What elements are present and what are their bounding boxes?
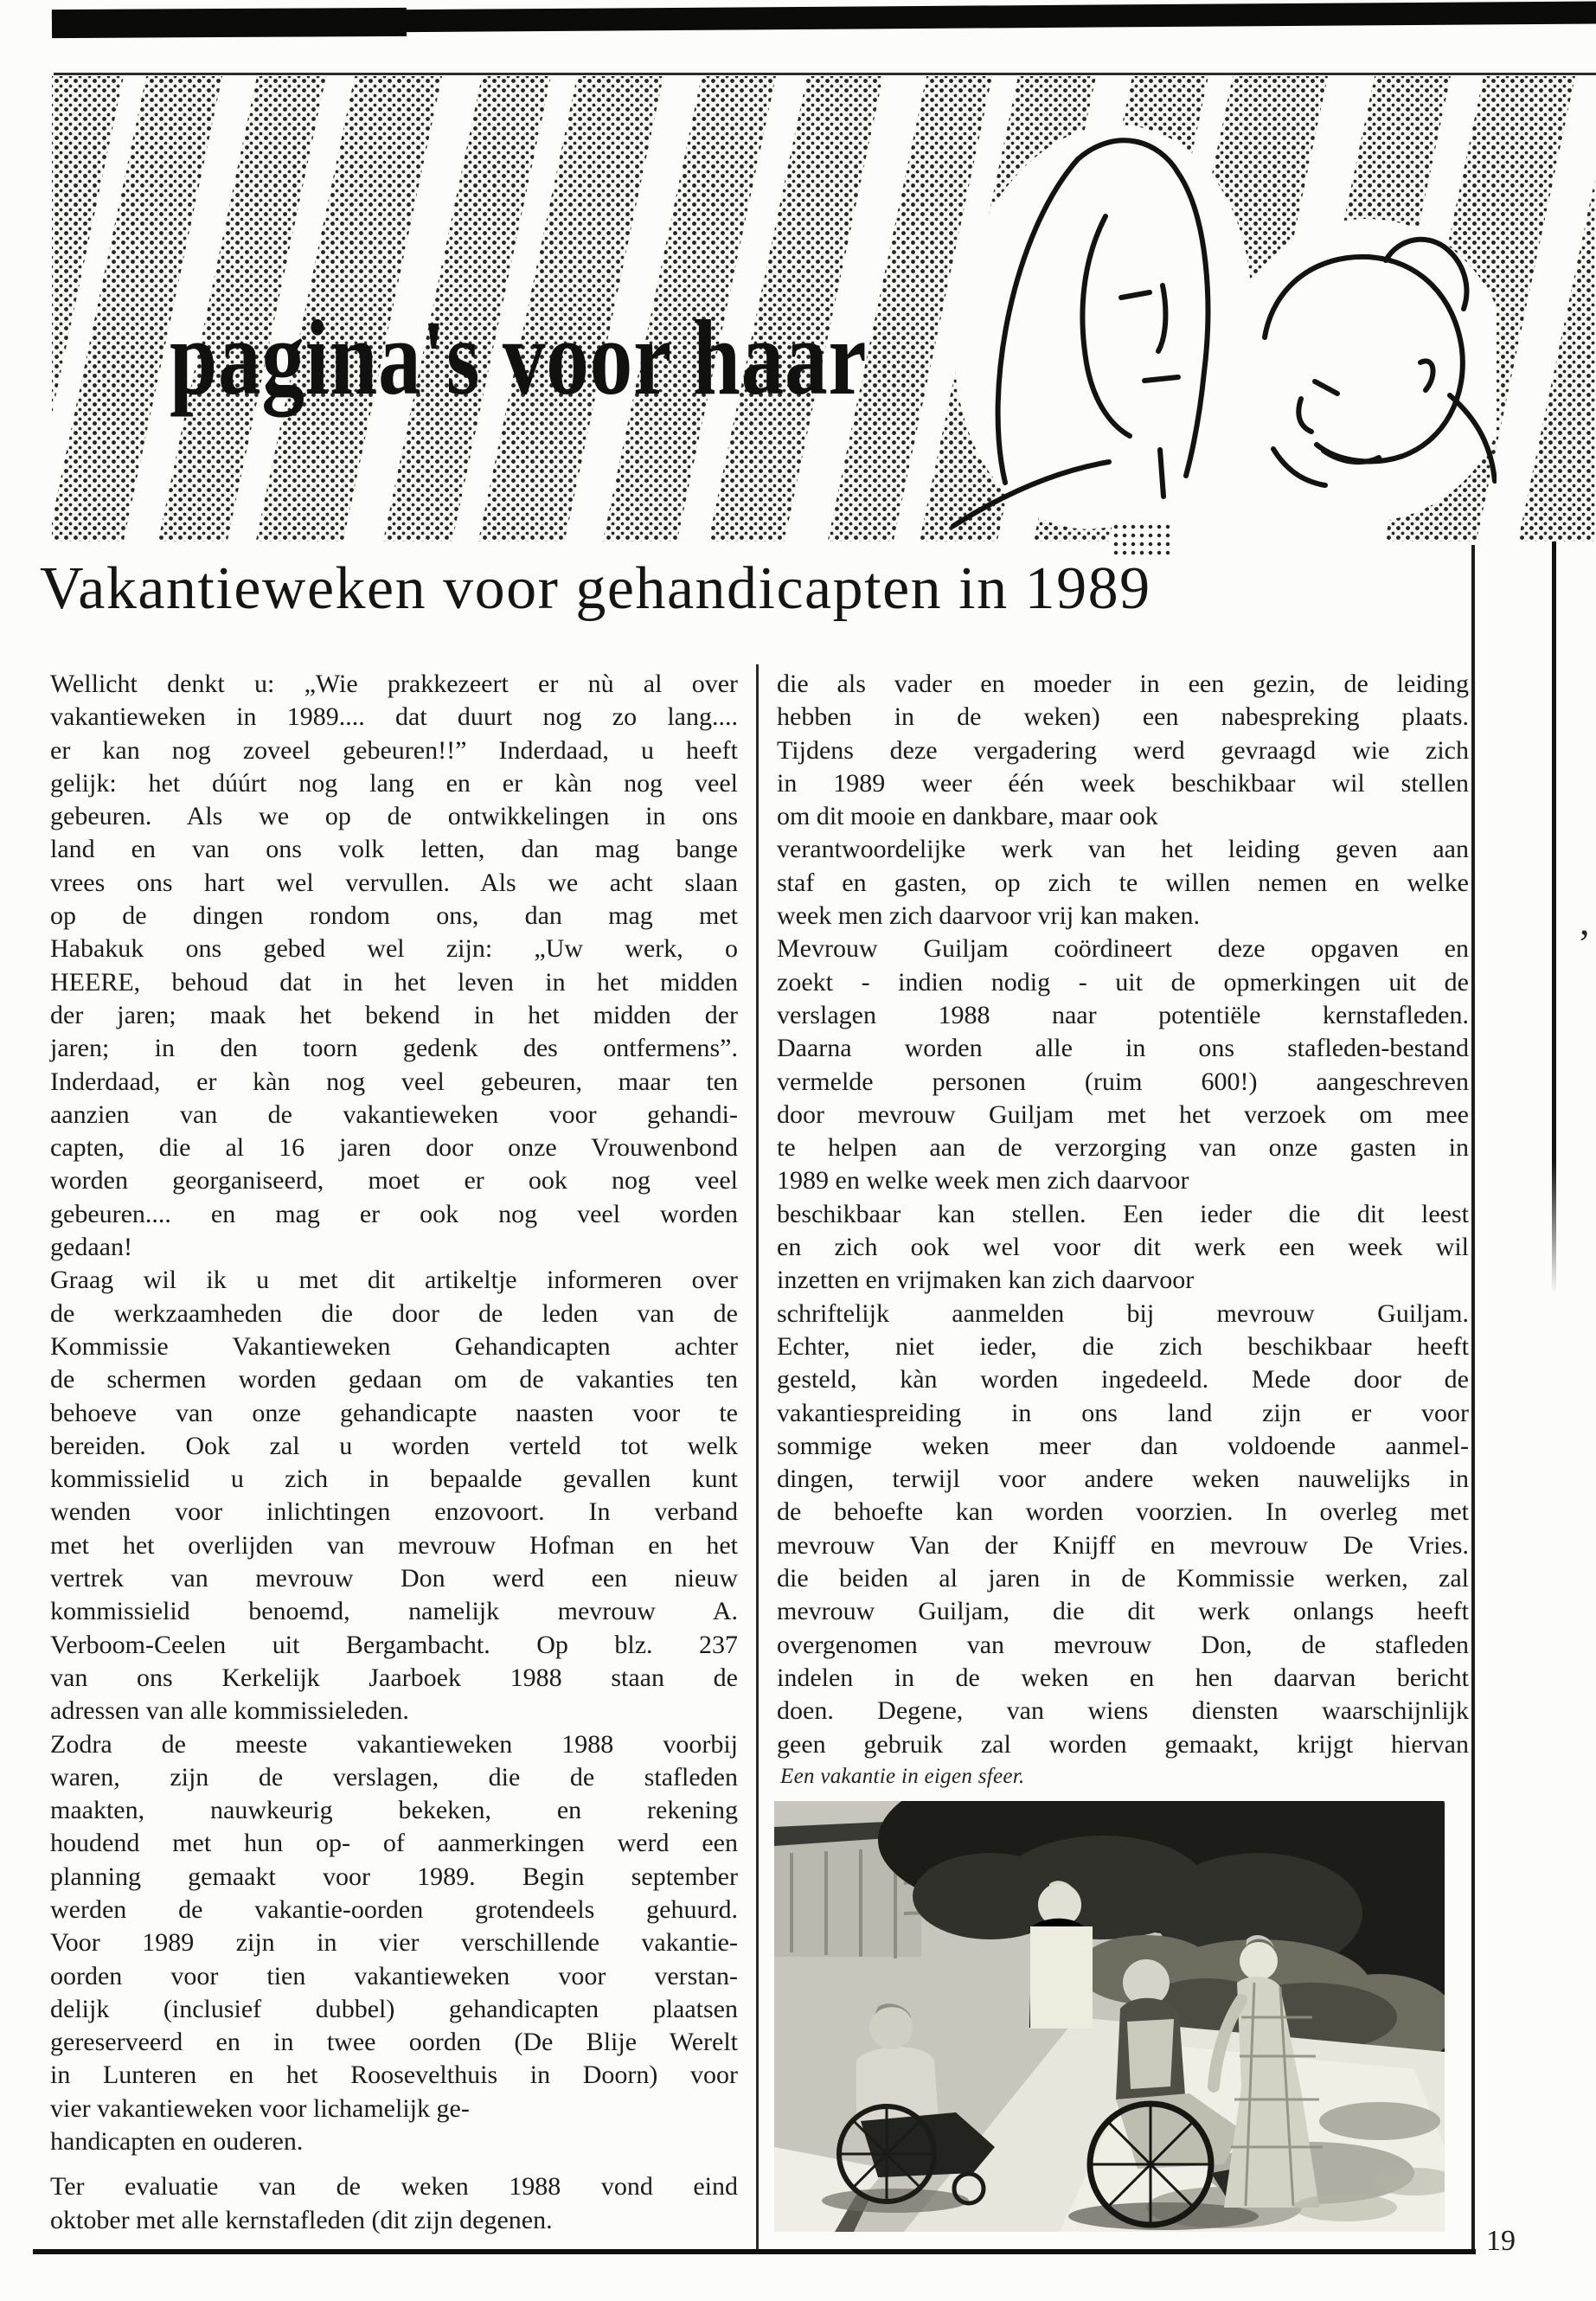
- paragraph: [50, 668, 738, 1264]
- photo-caption: Een vakantie in eigen sfeer.: [780, 1765, 1025, 1788]
- body-line: worden georganiseerd, moet er ook nog veel: [50, 1166, 738, 1195]
- body-line: vrees ons hart wel vervullen. Als we acht slaan: [50, 868, 738, 897]
- body-line: de behoefte kan worden voorzien. In overleg met: [777, 1497, 1469, 1527]
- body-line: adressen van alle kommissieleden.: [50, 1696, 409, 1726]
- body-line: Inderdaad, er kàn nog veel gebeuren, maar ten: [50, 1067, 738, 1096]
- body-line: wenden voor inlichtingen enzovoort. In verband: [50, 1497, 738, 1527]
- body-line: oktober met alle kernstafleden (dit zijn degenen.: [50, 2205, 553, 2234]
- body-line: met het overlijden van mevrouw Hofman en het: [50, 1530, 738, 1560]
- body-line: Zodra de meeste vakantieweken 1988 voorbij: [50, 1729, 738, 1759]
- bottom-rule: [33, 2249, 1476, 2254]
- body-line: inzetten en vrijmaken kan zich daarvoor: [777, 1266, 1195, 1295]
- body-line: mevrouw Van der Knijff en mevrouw De Vries.: [777, 1530, 1469, 1560]
- body-line: in 1989 weer één week beschikbaar wil stellen: [777, 768, 1469, 798]
- body-line: waren, zijn de verslagen, die de stafleden: [50, 1762, 738, 1791]
- body-line: overgenomen van mevrouw Don, de stafleden: [777, 1630, 1469, 1659]
- body-line: die als vader en moeder in een gezin, de leiding: [777, 670, 1469, 698]
- body-line: doen. Degene, van wiens diensten waarschijnlijk: [777, 1696, 1469, 1726]
- body-line: delijk (inclusief dubbel) gehandicapten plaatsen: [50, 1994, 738, 2023]
- body-line: om dit mooie en dankbare, maar ook: [777, 802, 1158, 831]
- body-line: jaren; in den toorn gedenk des ontfermens”.: [50, 1034, 738, 1063]
- body-line: de schermen worden gedaan om de vakanties ten: [50, 1365, 738, 1394]
- two-faces-illustration-icon: [900, 76, 1497, 542]
- body-line: aanzien van de vakantieweken voor gehandi-: [50, 1099, 738, 1129]
- right-outer-rule: [1552, 542, 1556, 1294]
- body-line: indelen in de weken en hen daarvan bericht: [777, 1663, 1469, 1692]
- body-line: 1989 en welke week men zich daarvoor: [777, 1166, 1189, 1195]
- body-line: dingen, terwijl voor andere weken nauwelijks in: [777, 1465, 1469, 1494]
- paragraph: [50, 2170, 738, 2237]
- body-line: Kommissie Vakantieweken Gehandicapten achter: [50, 1331, 738, 1361]
- body-line: Echter, niet ieder, die zich beschikbaar heeft: [777, 1331, 1469, 1361]
- body-line: Mevrouw Guiljam coördineert deze opgaven en: [777, 934, 1469, 964]
- page-number: 19: [1486, 2225, 1516, 2257]
- left-column: [50, 668, 738, 2237]
- vacation-photo: [774, 1801, 1445, 2232]
- paragraph: [777, 668, 1469, 1761]
- body-line: beschikbaar kan stellen. Een ieder die dit leest: [777, 1199, 1469, 1228]
- body-line: vier vakantieweken voor lichamelijk ge-: [50, 2093, 470, 2123]
- body-line: gedaan!: [50, 1233, 132, 1262]
- paragraph: [50, 1264, 738, 1727]
- body-line: verslagen 1988 naar potentiële kernstafleden.: [777, 1000, 1469, 1029]
- body-line: de werkzaamheden die door de leden van de: [50, 1298, 738, 1328]
- body-line: week men zich daarvoor vrij kan maken.: [777, 901, 1200, 931]
- right-inner-rule: [1471, 545, 1475, 2254]
- paragraph: [50, 1728, 738, 2159]
- body-line: er kan nog zoveel gebeuren!!” Inderdaad, u heeft: [50, 735, 738, 765]
- section-kicker: pagina's voor haar: [170, 298, 868, 417]
- body-line: hebben in de weken) een nabespreking plaats.: [777, 702, 1469, 732]
- halftone-stripe: [52, 76, 151, 542]
- body-line: oorden voor tien vakantieweken voor verstan-: [50, 1961, 738, 1990]
- body-line: op de dingen rondom ons, dan mag met: [50, 901, 738, 931]
- body-line: bereiden. Ook zal u worden verteld tot welk: [50, 1431, 738, 1460]
- halftone-dot-patch: [1112, 522, 1174, 555]
- body-line: land en van ons volk letten, dan mag bange: [50, 835, 738, 864]
- body-line: verantwoordelijke werk van het leiding geven aan: [777, 835, 1469, 864]
- column-divider-rule: [756, 664, 759, 2254]
- body-line: Habakuk ons gebed wel zijn: „Uw werk, o: [50, 934, 738, 964]
- body-line: HEERE, behoud dat in het leven in het midden: [50, 967, 738, 997]
- body-line: Graag wil ik u met dit artikeltje informeren over: [50, 1266, 738, 1295]
- body-line: kommissielid benoemd, namelijk mevrouw A.: [50, 1597, 738, 1626]
- page-title: Vakantieweken voor gehandicapten in 1989: [40, 555, 1151, 622]
- body-line: gebeuren. Als we op de ontwikkelingen in ons: [50, 802, 738, 831]
- body-line: houdend met hun op- of aanmerkingen werd een: [50, 1829, 738, 1858]
- body-line: planning gemaakt voor 1989. Begin september: [50, 1862, 738, 1891]
- body-line: die beiden al jaren in de Kommissie werken, zal: [777, 1564, 1469, 1593]
- body-line: werden de vakantie-oorden grotendeels gehuurd.: [50, 1894, 738, 1924]
- body-line: geen gebruik zal worden gemaakt, krijgt hiervan: [777, 1729, 1469, 1759]
- body-line: der jaren; maak het bekend in het midden der: [50, 1000, 738, 1029]
- body-line: en zich ook wel voor dit werk een week wil: [777, 1233, 1469, 1262]
- body-line: Daarna worden alle in ons stafleden-bestand: [777, 1034, 1469, 1063]
- body-line: vakantiespreiding in ons land zijn er voor: [777, 1398, 1469, 1427]
- body-line: vakantieweken in 1989.... dat duurt nog zo lang....: [50, 702, 738, 732]
- body-line: gebeuren.... en mag er ook nog veel worden: [50, 1199, 738, 1228]
- body-line: mevrouw Guiljam, die dit werk onlangs heeft: [777, 1597, 1469, 1626]
- body-line: Voor 1989 zijn in vier verschillende vakantie-: [50, 1928, 738, 1958]
- body-line: van ons Kerkelijk Jaarboek 1988 staan de: [50, 1663, 738, 1692]
- body-line: sommige weken meer dan voldoende aanmel-: [777, 1431, 1469, 1460]
- body-line: Wellicht denkt u: „Wie prakkezeert er nù al over: [50, 670, 738, 698]
- body-line: gesteld, kàn worden ingedeeld. Mede door de: [777, 1365, 1469, 1394]
- body-line: Verboom-Ceelen uit Bergambacht. Op blz. 237: [50, 1630, 738, 1659]
- body-line: handicapten en ouderen.: [50, 2127, 304, 2157]
- header-rule: [54, 73, 1596, 75]
- body-line: gereserveerd en in twee oorden (De Blije Werelt: [50, 2028, 738, 2057]
- body-line: staf en gasten, op zich te willen nemen en welke: [777, 868, 1469, 897]
- body-line: schriftelijk aanmelden bij mevrouw Guiljam.: [777, 1298, 1469, 1328]
- body-line: Tijdens deze vergadering werd gevraagd wie zich: [777, 735, 1469, 765]
- body-line: gelijk: het dúúrt nog lang en er kàn nog veel: [50, 768, 738, 798]
- right-column: [777, 668, 1469, 1761]
- stray-ink-mark: ,: [1580, 899, 1590, 943]
- body-line: door mevrouw Guiljam met het verzoek om mee: [777, 1099, 1469, 1129]
- body-line: in Lunteren en het Roosevelthuis in Doorn) voor: [50, 2061, 738, 2090]
- body-line: capten, die al 16 jaren door onze Vrouwenbond: [50, 1133, 738, 1163]
- top-black-bar-left: [52, 8, 407, 38]
- body-line: kommissielid u zich in bepaalde gevallen kunt: [50, 1465, 738, 1494]
- body-line: vertrek van mevrouw Don werd een nieuw: [50, 1564, 738, 1593]
- body-line: behoeve van onze gehandicapte naasten voor te: [50, 1398, 738, 1427]
- body-line: maakten, nauwkeurig bekeken, en rekening: [50, 1796, 738, 1825]
- body-line: te helpen aan de verzorging van onze gasten in: [777, 1133, 1469, 1163]
- photo-scene: [774, 1801, 1445, 2232]
- body-line: vermelde personen (ruim 600!) aangeschreven: [777, 1067, 1469, 1096]
- body-line: Ter evaluatie van de weken 1988 vond eind: [50, 2172, 738, 2202]
- body-line: zoekt - indien nodig - uit de opmerkingen uit de: [777, 967, 1469, 997]
